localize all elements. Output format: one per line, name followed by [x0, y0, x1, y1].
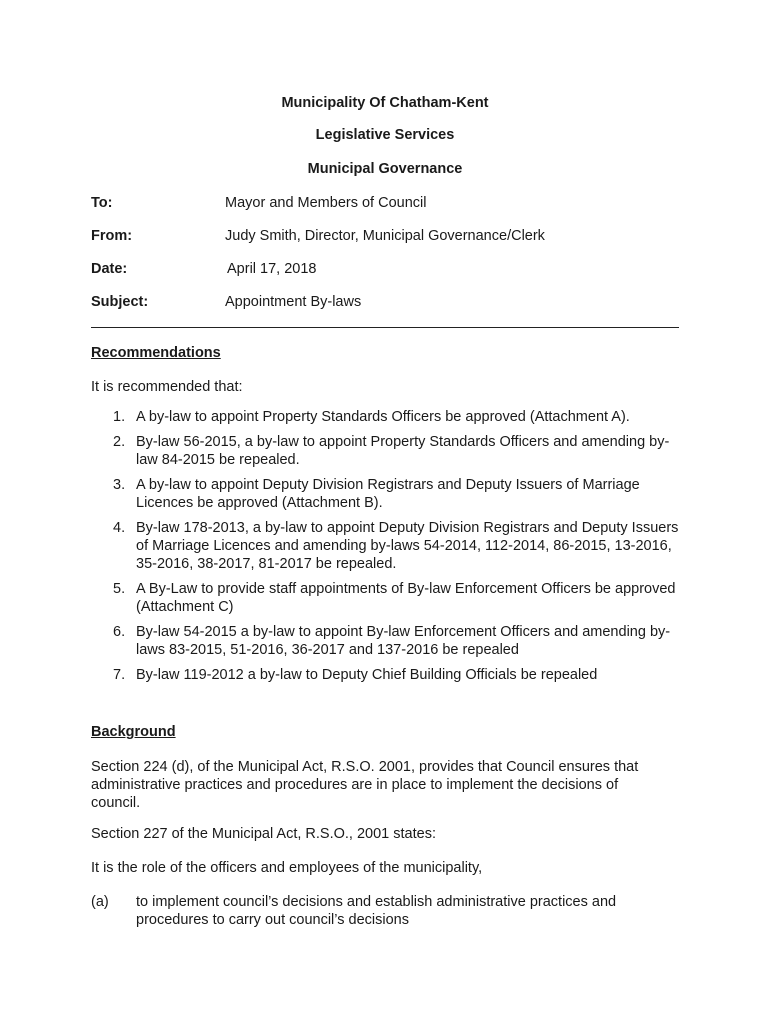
clause-label: (a)	[91, 894, 109, 910]
background-paragraph-3: It is the role of the officers and employees of the municipality,	[91, 860, 483, 876]
to-value: Mayor and Members of Council	[225, 195, 427, 211]
list-item	[91, 519, 681, 573]
department-title: Legislative Services	[315, 127, 455, 143]
division-title: Municipal Governance	[307, 161, 463, 177]
from-value: Judy Smith, Director, Municipal Governance/Clerk	[225, 228, 545, 244]
list-item-number: 7.	[113, 667, 126, 683]
date-value: April 17, 2018	[227, 261, 317, 277]
subject-value: Appointment By-laws	[225, 294, 362, 310]
organization-title: Municipality Of Chatham-Kent	[281, 95, 489, 111]
list-item	[91, 408, 681, 426]
list-item-number: 3.	[113, 477, 126, 493]
list-item	[91, 623, 681, 659]
to-label: To:	[91, 195, 113, 211]
background-paragraph-2: Section 227 of the Municipal Act, R.S.O., 2001 states:	[91, 826, 436, 842]
list-item-text: By-law 178-2013, a by-law to appoint Deputy Division Registrars and Deputy Issuers of Marriage Licences and amending by-laws 54-2014, 112-2014, 86-2015, 13-2016, 35-2016, 38-2017, 81-2017 be repealed.	[136, 520, 679, 572]
list-item	[91, 580, 681, 616]
list-item-number: 6.	[113, 624, 126, 640]
recommendations-intro: It is recommended that:	[91, 379, 243, 395]
list-item-text: A by-law to appoint Property Standards Officers be approved (Attachment A).	[136, 409, 630, 425]
clause-text: to implement council’s decisions and establish administrative practices and procedures to carry out council’s decisions	[136, 894, 617, 928]
list-item	[91, 666, 681, 684]
list-item-text: By-law 119-2012 a by-law to Deputy Chief Building Officials be repealed	[136, 667, 598, 683]
date-label: Date:	[91, 261, 128, 277]
list-item-text: By-law 54-2015 a by-law to appoint By-law Enforcement Officers and amending by-laws 83-2015, 51-2016, 36-2017 and 137-2016 be repealed	[136, 624, 671, 658]
list-item-text: By-law 56-2015, a by-law to appoint Property Standards Officers and amending by-law 84-2015 be repealed.	[136, 434, 670, 468]
list-item-text: A By-Law to provide staff appointments of By-law Enforcement Officers be approved (Attachment C)	[136, 581, 676, 615]
list-item-number: 2.	[113, 434, 126, 450]
header-divider	[91, 327, 679, 328]
list-item	[91, 476, 681, 512]
list-item	[91, 433, 681, 469]
list-item-text: A by-law to appoint Deputy Division Registrars and Deputy Issuers of Marriage Licences be approved (Attachment B).	[136, 477, 640, 511]
recommendations-heading: Recommendations	[91, 345, 221, 361]
background-paragraph-1: Section 224 (d), of the Municipal Act, R.S.O. 2001, provides that Council ensures that administrative practices and procedures are in place to implement the decisions of council.	[91, 759, 639, 811]
list-item-number: 1.	[113, 409, 126, 425]
background-heading: Background	[91, 724, 176, 740]
from-label: From:	[91, 228, 133, 244]
subject-label: Subject:	[91, 294, 149, 310]
recommendations-list	[91, 408, 681, 691]
list-item-number: 5.	[113, 581, 126, 597]
list-item-number: 4.	[113, 520, 126, 536]
